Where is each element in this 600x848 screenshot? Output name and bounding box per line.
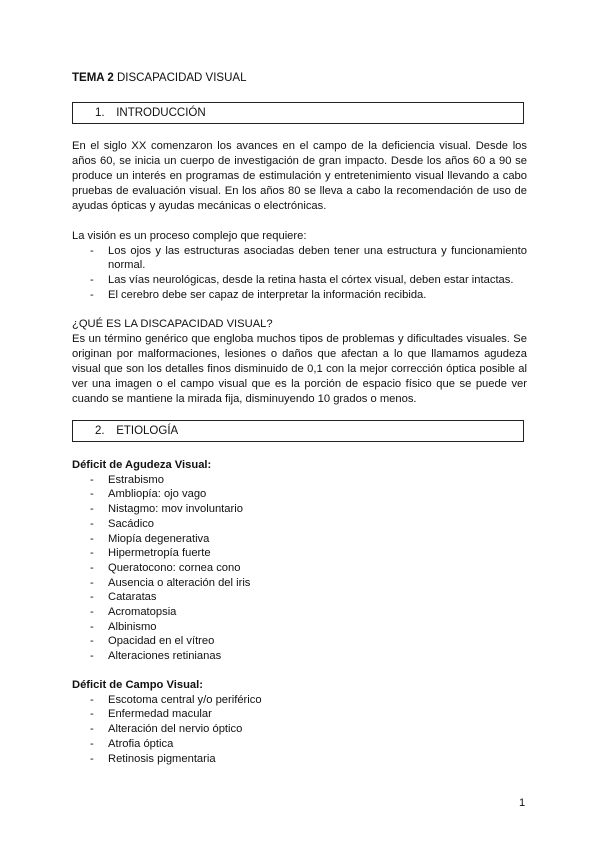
agudeza-heading: Déficit de Agudeza Visual: (72, 459, 212, 471)
list-item: - Opacidad en el vítreo (72, 634, 527, 649)
list-item: - Acromatopsia (72, 605, 527, 620)
list-item: - Alteraciones retinianas (72, 649, 527, 664)
title-bold: TEMA 2 (72, 72, 114, 84)
list-item: - Sacádico (72, 517, 527, 532)
list-item: - Ambliopía: ojo vago (72, 487, 527, 502)
campo-section (72, 678, 527, 766)
section-title: ETIOLOGÍA (116, 425, 179, 437)
list-item: - Ausencia o alteración del iris (72, 576, 527, 591)
list-item: - Nistagmo: mov involuntario (72, 502, 527, 517)
list-item: - Alteración del nervio óptico (72, 722, 527, 737)
list-item: - Atrofia óptica (72, 737, 527, 752)
list-item: - Las vías neurológicas, desde la retina hasta el córtex visual, deben estar intactas. (72, 273, 527, 288)
page-number: 1 (519, 797, 526, 809)
list-item: - Estrabismo (72, 473, 527, 488)
list-item: - Miopía degenerativa (72, 532, 527, 547)
section-number: 1. (95, 107, 105, 119)
vision-lead: La visión es un proceso complejo que requiere: (72, 230, 307, 242)
campo-heading: Déficit de Campo Visual: (72, 679, 203, 691)
title-text: DISCAPACIDAD VISUAL (113, 72, 247, 84)
question-heading: ¿QUÉ ES LA DISCAPACIDAD VISUAL? (72, 318, 273, 330)
list-item: - Retinosis pigmentaria (72, 752, 527, 767)
list-item: - Queratocono: cornea cono (72, 561, 527, 576)
agudeza-section (72, 458, 527, 664)
agudeza-list (72, 473, 527, 664)
vision-list (72, 244, 527, 303)
document-title (72, 72, 246, 84)
list-item: - El cerebro debe ser capaz de interpretar la información recibida. (72, 288, 527, 303)
question-text: Es un término genérico que engloba muchos tipos de problemas y dificultades visuales. Se originan por malformaciones, lesiones o daños que afectan a lo que llamamos agudeza visual que son los detalles finos disminuido de 0,1 con la mejor corrección óptica posible al ver una imagen o el campo visual que es la porción de espacio físico que se puede ver cuando se mantiene la mirada fija, disminuyendo 10 grados o menos. (72, 333, 527, 405)
campo-list (72, 693, 527, 767)
list-item: - Escotoma central y/o periférico (72, 693, 527, 708)
list-item: - Albinismo (72, 620, 527, 635)
list-item: - Los ojos y las estructuras asociadas deben tener una estructura y funcionamiento normal. (72, 244, 527, 273)
section-number: 2. (95, 425, 105, 437)
question-section (72, 317, 527, 407)
section-heading-introduccion (72, 102, 524, 124)
list-item: - Cataratas (72, 590, 527, 605)
intro-paragraph (72, 139, 527, 214)
section-heading-etiologia (72, 420, 524, 442)
list-item: - Hipermetropía fuerte (72, 546, 527, 561)
vision-requirements (72, 229, 527, 303)
list-item: - Enfermedad macular (72, 707, 527, 722)
intro-text: En el siglo XX comenzaron los avances en el campo de la deficiencia visual. Desde los años 60, se inicia un cuerpo de investigación de gran impacto. Desde los años 60 a 90 se produce un interés en programas de estimulación y entretenimiento visual llevando a cabo pruebas de evaluación visual. En los años 80 se lleva a cabo la recomendación de uso de ayudas ópticas y ayudas mecánicas o electrónicas. (72, 140, 527, 212)
section-title: INTRODUCCIÓN (116, 107, 206, 119)
